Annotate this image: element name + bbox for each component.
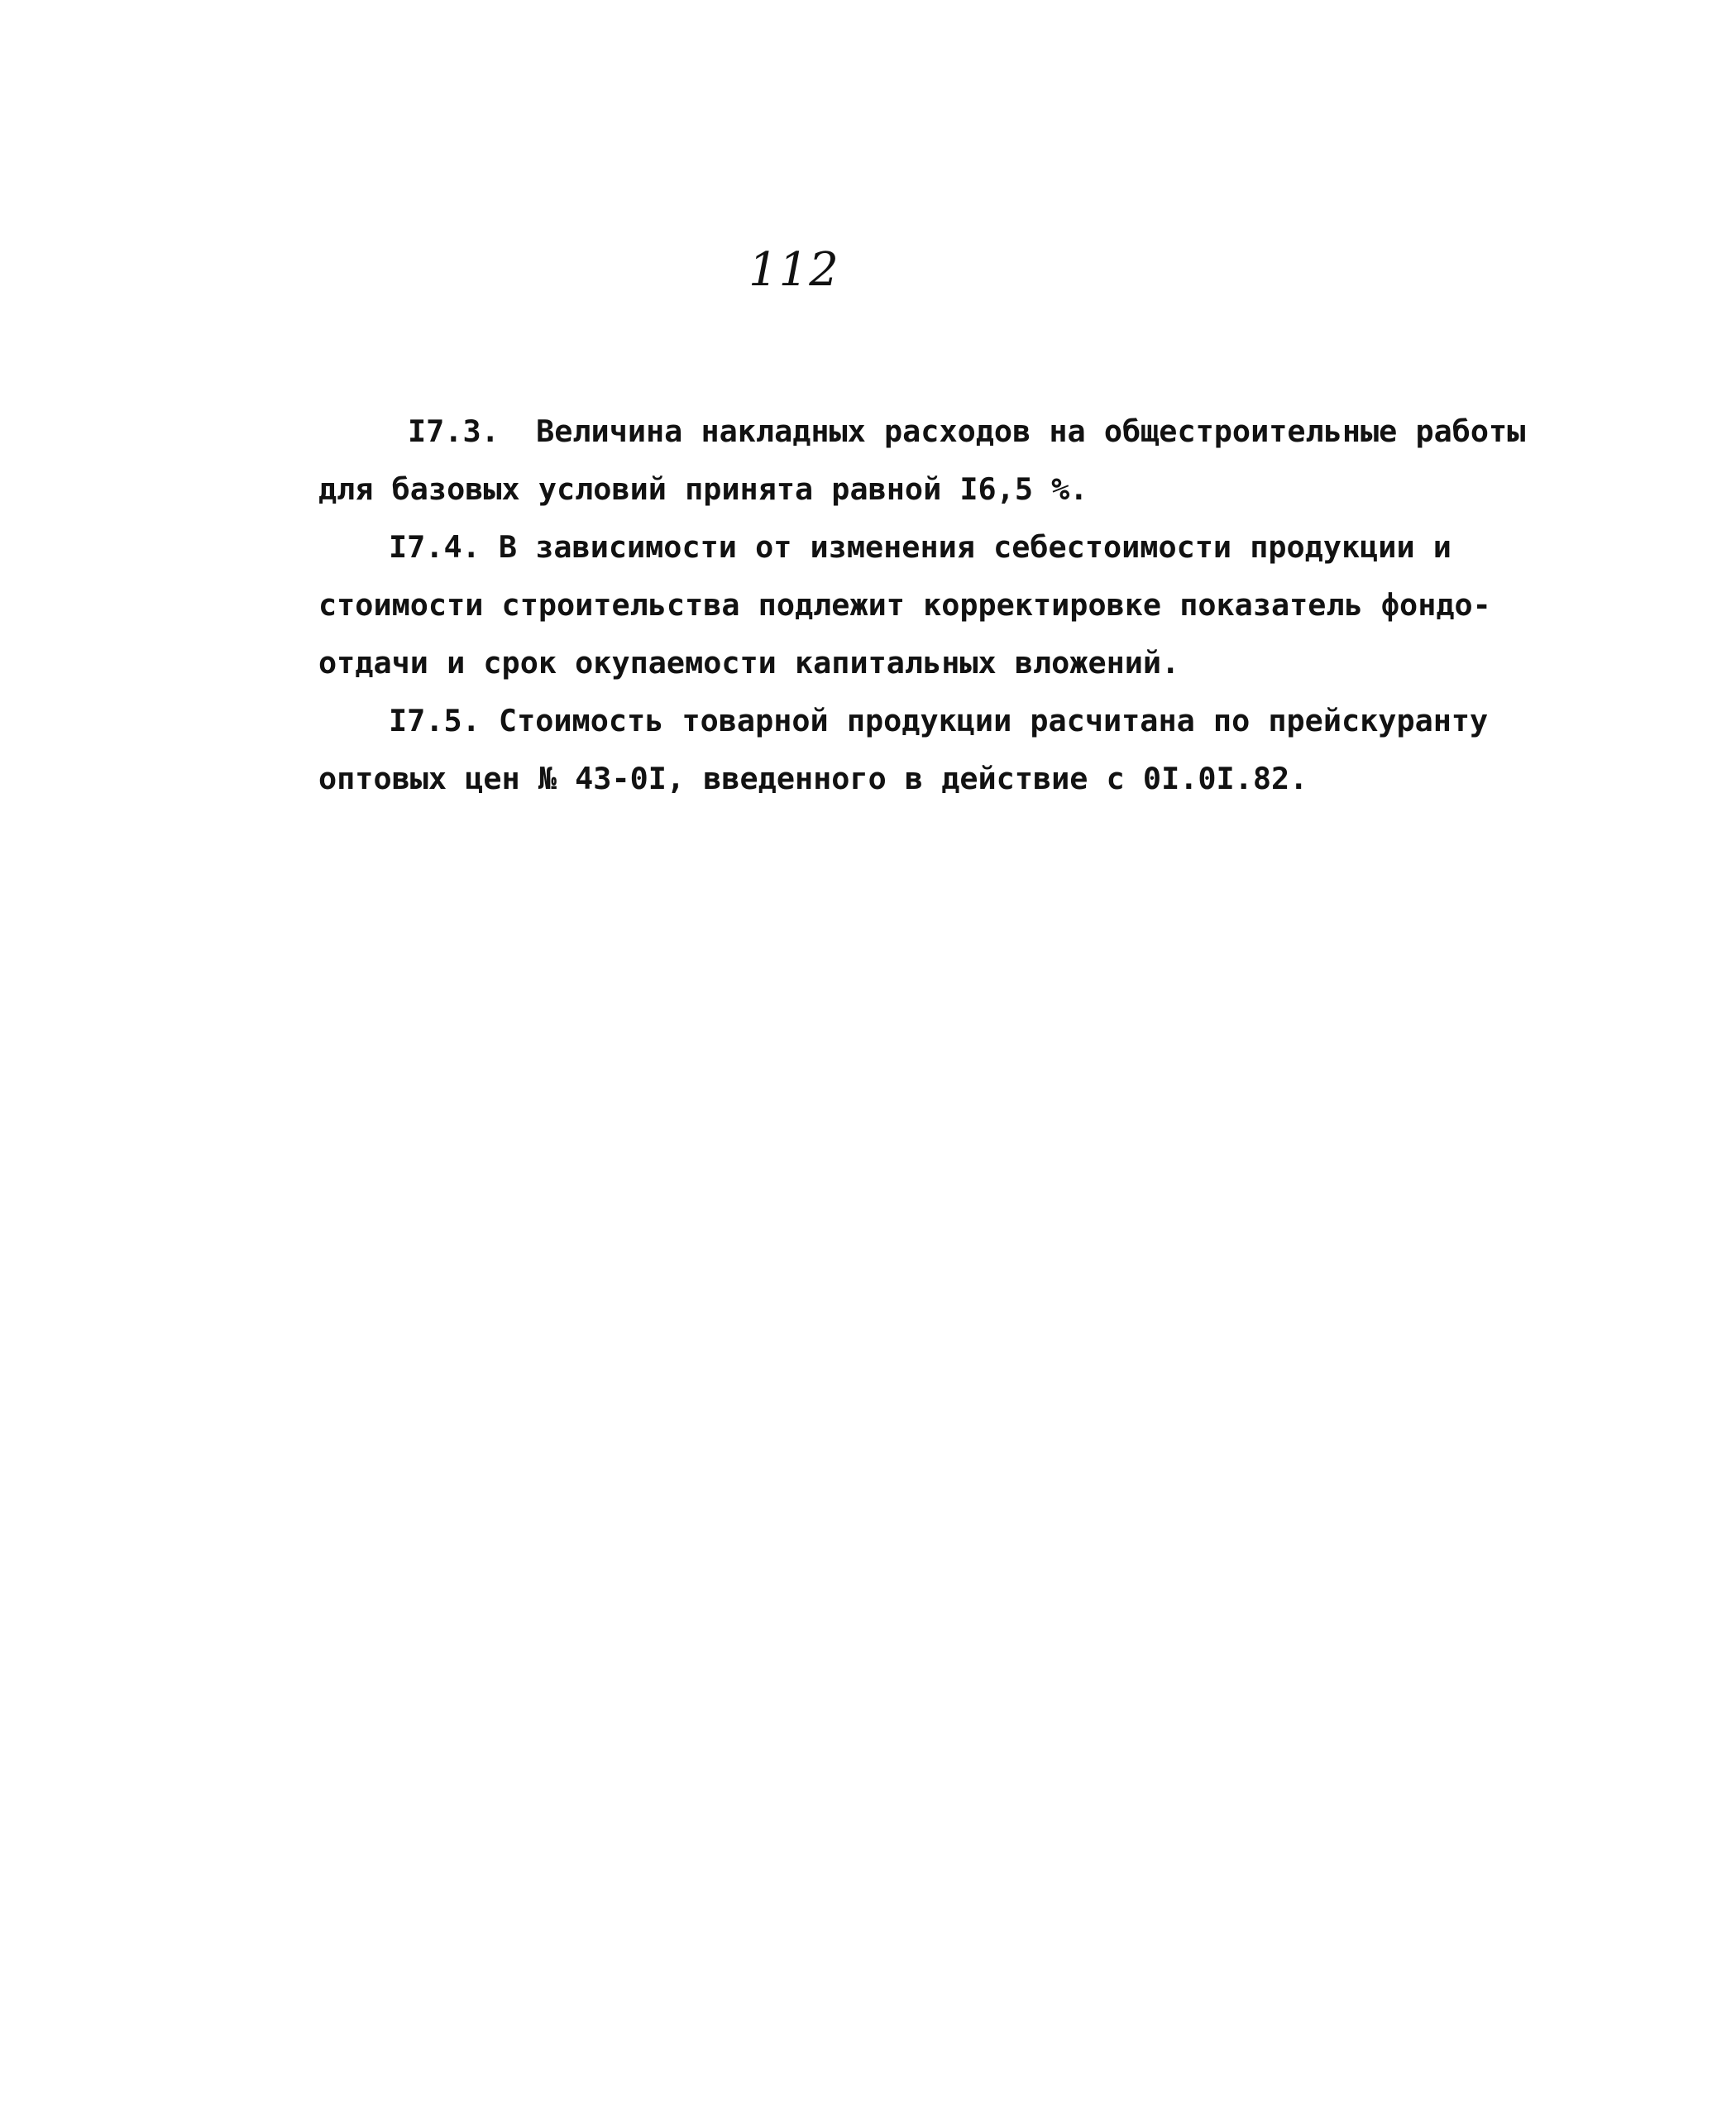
text-line: стоимости строительства подлежит корректировке показатель фондо- (318, 587, 1491, 623)
text-line: оптовых цен № 43-0I, введенного в действие с 0I.0I.82. (318, 761, 1308, 796)
body-text (318, 403, 1526, 808)
text-line: I7.4. В зависимости от изменения себестоимости продукции и (389, 529, 1451, 565)
paragraph-17-4 (318, 518, 1493, 692)
paragraph-17-5 (318, 692, 1493, 808)
page-number: 112 (748, 243, 839, 297)
text-line: для базовых условий принята равной I6,5 %. (318, 471, 1088, 507)
text-line: I7.3. Величина накладных расходов на общестроительные работы (408, 413, 1526, 449)
text-line: I7.5. Стоимость товарной продукции расчитана по прейскуранту (389, 703, 1489, 738)
paragraph-17-3 (318, 403, 1526, 518)
text-line: отдачи и срок окупаемости капитальных вложений. (318, 645, 1180, 681)
